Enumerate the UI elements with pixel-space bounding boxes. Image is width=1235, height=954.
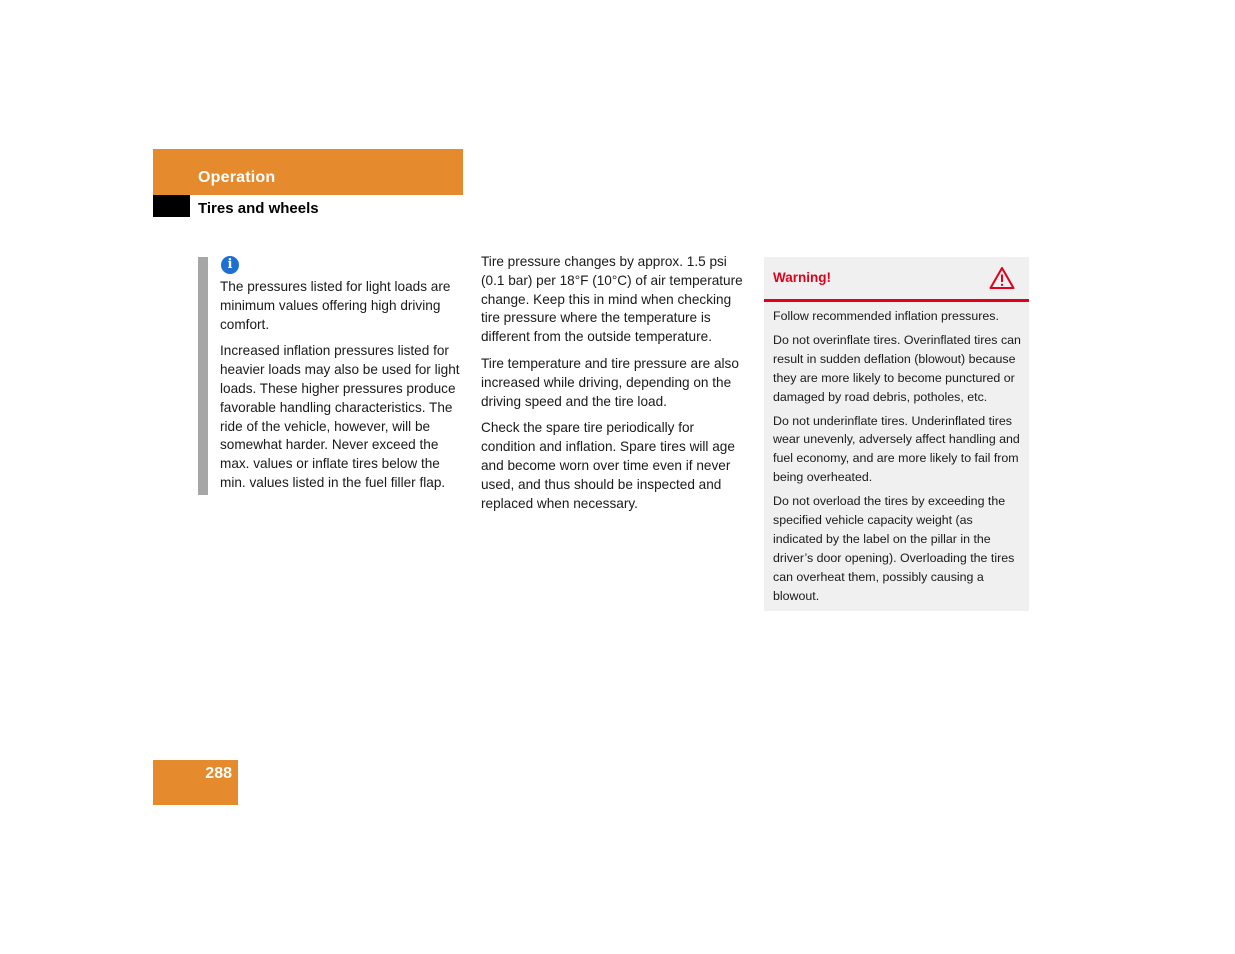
warning-paragraph: Do not overinflate tires. Overinflated tires can result in sudden deflation (blowout) because they are more likely to become punctured or damaged by road debris, potholes, etc.: [773, 332, 1021, 404]
subsection-marker: [153, 195, 190, 217]
subsection-title: Tires and wheels: [198, 200, 319, 217]
warning-paragraph: Follow recommended inflation pressures.: [773, 309, 999, 323]
page-number: 288: [205, 765, 232, 782]
warning-triangle-icon: [989, 266, 1015, 290]
info-note-bar: [198, 257, 208, 495]
warning-paragraph: Do not underinflate tires. Underinflated tires wear unevenly, adversely affect handling and fuel economy, and are more likely to fail from being overheated.: [773, 413, 1020, 485]
main-text-column: [481, 253, 751, 521]
main-paragraph: Check the spare tire periodically for condition and inflation. Spare tires will age and become worn over time even if never used, and thus should be inspected and replaced when necessary.: [481, 420, 735, 511]
info-paragraph: The pressures listed for light loads are minimum values offering high driving comfort.: [220, 279, 451, 332]
page-number-box: [153, 760, 238, 805]
section-title: Operation: [198, 169, 276, 186]
warning-paragraph: Do not overload the tires by exceeding the specified vehicle capacity weight (as indicated by the label on the pillar in the driver’s door opening). Overloading the tires can overheat them, possibly causing a blowout.: [773, 494, 1015, 603]
warning-label: Warning!: [773, 270, 831, 285]
warning-box: [764, 257, 1029, 611]
main-paragraph: Tire pressure changes by approx. 1.5 psi (0.1 bar) per 18°F (10°C) of air temperature change. Keep this in mind when checking tire pressure where the temperature is different from the outside temperature.: [481, 254, 743, 345]
info-icon: i: [221, 256, 239, 274]
info-note-text: [220, 278, 466, 501]
warning-body: [773, 307, 1023, 611]
main-paragraph: Tire temperature and tire pressure are also increased while driving, depending on the driving speed and the tire load.: [481, 355, 739, 409]
info-paragraph: Increased inflation pressures listed for heavier loads may also be used for light loads. These higher pressures produce favorable handling characteristics. The ride of the vehicle, however, will be somewhat harder. Never exceed the max. values or inflate tires below the min. values listed in the fuel filler flap.: [220, 343, 460, 490]
warning-header: [764, 257, 1029, 302]
section-header-bar: [153, 149, 463, 195]
